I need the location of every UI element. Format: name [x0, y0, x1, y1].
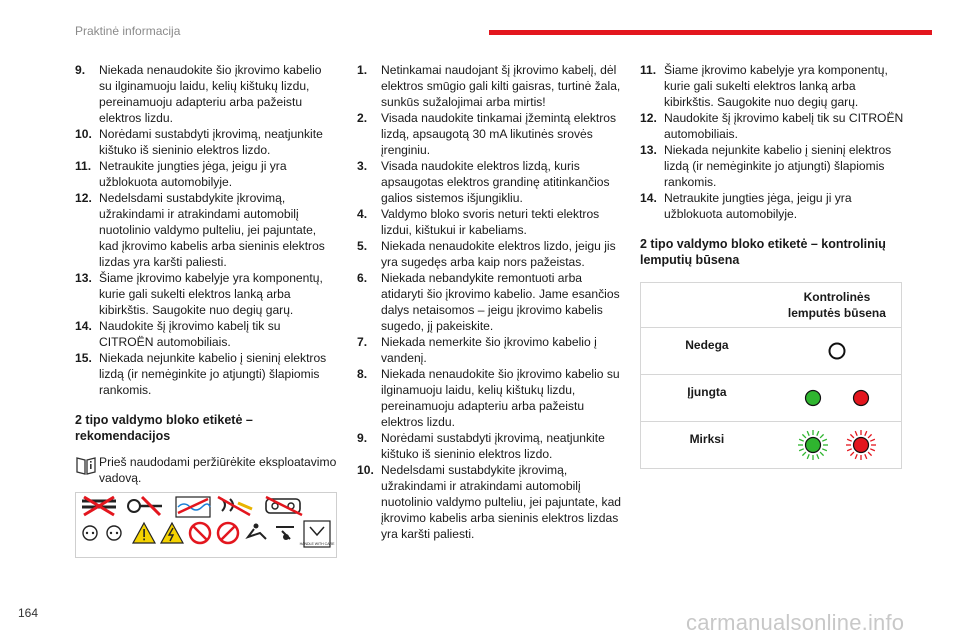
page-number: 164 — [18, 606, 39, 620]
green-lamp-on-icon — [796, 381, 830, 415]
list-item-number: 7. — [357, 335, 368, 349]
list-item — [357, 238, 622, 270]
socket-icons — [83, 526, 121, 540]
list-item-number: 10. — [357, 463, 374, 477]
lamp-indicator-group — [773, 375, 901, 421]
table-row — [641, 422, 902, 469]
list-item — [75, 158, 337, 190]
no-immersion-icon — [176, 497, 210, 517]
green-lamp-blinking-icon — [796, 428, 830, 462]
list-item — [357, 62, 622, 110]
list-item — [357, 110, 622, 158]
list-item-number: 13. — [75, 271, 92, 285]
warning-pictograms — [76, 493, 336, 557]
manual-note — [75, 454, 337, 486]
list-item — [357, 334, 622, 366]
section-heading-recommendations: 2 tipo valdymo bloko etiketė – rekomendacijos — [75, 413, 253, 443]
red-lamp-blinking-icon — [844, 428, 878, 462]
lamp-indicator-group — [773, 328, 901, 374]
table-row — [641, 375, 902, 422]
no-pulling-icon — [276, 527, 294, 540]
column-3 — [640, 62, 904, 469]
list-item — [75, 350, 337, 398]
col1-list — [75, 62, 337, 398]
list-item — [640, 142, 904, 190]
lamp-status-table — [640, 282, 902, 469]
list-item — [357, 270, 622, 334]
no-adapter-icon — [128, 497, 162, 515]
list-item-text: Netraukite jungties jėga, jeigu ji yra užblokuota automobilyje. — [99, 159, 287, 189]
no-heat-icon — [218, 497, 252, 515]
list-item-text: Niekada nenaudokite elektros lizdo, jeigu jis yra sugedęs arba kaip nors pažeistas. — [381, 239, 616, 269]
list-item — [357, 462, 622, 542]
list-item — [640, 190, 904, 222]
red-lamp-on-icon — [844, 381, 878, 415]
list-item — [75, 318, 337, 350]
lamp-state-indicators — [773, 375, 902, 422]
list-item-text: Visada naudokite tinkamai įžemintą elektros lizdą, apsaugotą 30 mA likutinės srovės įrenginiu. — [381, 111, 617, 157]
list-item — [357, 206, 622, 238]
column-2 — [357, 62, 622, 542]
header-title: Praktinė informacija — [75, 24, 181, 38]
warning-triangle-icon — [133, 523, 155, 543]
electric-shock-triangle-icon — [161, 523, 183, 543]
col3-list — [640, 62, 904, 222]
list-item — [357, 430, 622, 462]
list-item-text: Šiame įkrovimo kabelyje yra komponentų, kurie gali sukelti elektros lanką arba kibirkštis. Saugokite nuo degių garų. — [664, 63, 888, 109]
list-item-number: 12. — [75, 191, 92, 205]
manual-book-icon — [75, 454, 97, 476]
no-multiplug-icon — [266, 497, 302, 515]
no-water-icon — [218, 523, 238, 543]
list-item-text: Niekada nejunkite kabelio į sieninį elektros lizdą (ir nemėginkite jo atjungti) šlapiomis rankomis. — [664, 143, 892, 189]
list-item-number: 12. — [640, 111, 657, 125]
watermark: carmanualsonline.info — [686, 610, 905, 635]
table-header-row — [641, 283, 902, 328]
list-item-text: Naudokite šį įkrovimo kabelį tik su CITROËN automobiliais. — [99, 319, 281, 349]
list-item-number: 13. — [640, 143, 657, 157]
list-item-text: Visada naudokite elektros lizdą, kuris apsaugotas elektros grandinę atitinkančios galios sistemos išjungikliu. — [381, 159, 610, 205]
table-row — [641, 328, 902, 375]
list-item-text: Valdymo bloko svoris neturi tekti elektros lizdui, kištukui ir kabeliams. — [381, 207, 600, 237]
list-item — [357, 158, 622, 206]
list-item-number: 1. — [357, 63, 368, 77]
list-item-text: Nedelsdami sustabdykite įkrovimą, užrakindami ir atrakindami automobilį nuotolinio valdymo pulteliu, jei pajuntate, kad įkrovimo kabelis arba sieninis elektros lizdas yra karšti paliesti. — [381, 463, 622, 541]
list-item-number: 10. — [75, 127, 92, 141]
list-item — [75, 270, 337, 318]
column-1 — [75, 62, 337, 558]
control-box-label-image — [75, 492, 337, 558]
no-open-icon — [190, 523, 210, 543]
list-item-number: 9. — [357, 431, 368, 445]
list-item-text: Šiame įkrovimo kabelyje yra komponentų, kurie gali sukelti elektros lanką arba kibirkštis. Saugokite nuo degių garų. — [99, 271, 323, 317]
no-extension-cord-icon — [82, 497, 116, 515]
list-item-text: Nedelsdami sustabdykite įkrovimą, užrakindami ir atrakindami automobilį nuotolinio valdymo pulteliu, jei pajuntate, kad įkrovimo kabelis arba sieninis elektros lizdas yra karšti paliesti. — [99, 191, 325, 269]
list-item — [640, 62, 904, 110]
section-heading-lamp-status: 2 tipo valdymo bloko etiketė – kontrolinių lemputių būsena — [640, 237, 886, 267]
list-item — [357, 366, 622, 430]
col2-list — [357, 62, 622, 542]
list-item-text: Netinkamai naudojant šį įkrovimo kabelį, dėl elektros smūgio gali kilti gaisras, turtinė žala, sunkūs sužalojimai arba mirtis! — [381, 63, 621, 109]
list-item-number: 11. — [640, 63, 657, 77]
lamp-state-label: Įjungta — [641, 375, 773, 422]
list-item-number: 14. — [75, 319, 92, 333]
list-item-number: 6. — [357, 271, 368, 285]
list-item-text: Niekada nenaudokite šio įkrovimo kabelio su ilginamuoju laidu, kelių kištukų lizdu, pereinamuoju adapteriu arba pažeistu elektros lizdu. — [99, 63, 322, 125]
list-item-text: Naudokite šį įkrovimo kabelį tik su CITROËN automobiliais. — [664, 111, 904, 141]
table-header-empty — [641, 283, 773, 328]
list-item-text: Niekada nemerkite šio įkrovimo kabelio į vandenį. — [381, 335, 597, 365]
lamp-state-indicators — [773, 328, 902, 375]
list-item — [75, 62, 337, 126]
list-item-number: 4. — [357, 207, 368, 221]
list-item-number: 14. — [640, 191, 657, 205]
list-item — [640, 110, 904, 142]
lamp-state-indicators — [773, 422, 902, 469]
list-item-number: 2. — [357, 111, 368, 125]
lamp-indicator-group — [773, 422, 901, 468]
no-tripping-icon — [248, 524, 266, 540]
list-item-text: Niekada nejunkite kabelio į sieninį elektros lizdą (ir nemėginkite jo atjungti) šlapiomis rankomis. — [99, 351, 327, 397]
list-item-text: Norėdami sustabdyti įkrovimą, neatjunkite kištuko iš sieninio elektros lizdo. — [99, 127, 323, 157]
list-item-text: Netraukite jungties jėga, jeigu ji yra užblokuota automobilyje. — [664, 191, 852, 221]
list-item-number: 5. — [357, 239, 368, 253]
lamp-off-icon — [820, 334, 854, 368]
list-item-number: 15. — [75, 351, 92, 365]
manual-note-text: Prieš naudodami peržiūrėkite eksploatavimo vadovą. — [99, 455, 337, 485]
list-item-number: 9. — [75, 63, 86, 77]
handle-with-care-text: HANDLE WITH CARE — [299, 542, 335, 546]
list-item — [75, 190, 337, 270]
list-item-number: 8. — [357, 367, 368, 381]
list-item-text: Norėdami sustabdyti įkrovimą, neatjunkite kištuko iš sieninio elektros lizdo. — [381, 431, 605, 461]
lamp-state-label: Mirksi — [689, 432, 725, 446]
list-item-text: Niekada nebandykite remontuoti arba atidaryti šio įkrovimo kabelio. Jame esančios dalys netaisomos – jeigu įkrovimo kabelis sugedo, jį pakeiskite. — [381, 271, 620, 333]
list-item-number: 3. — [357, 159, 368, 173]
header-accent-bar — [489, 30, 932, 35]
lamp-state-label: Nedega — [641, 328, 773, 375]
list-item-number: 11. — [75, 159, 92, 173]
table-header-lamp-status: Kontrolinės lemputės būsena — [773, 283, 902, 328]
list-item-text: Niekada nenaudokite šio įkrovimo kabelio su ilginamuoju laidu, kelių kištukų lizdu, pereinamuoju adapteriu arba pažeistu elektros lizdu. — [381, 367, 620, 429]
list-item — [75, 126, 337, 158]
